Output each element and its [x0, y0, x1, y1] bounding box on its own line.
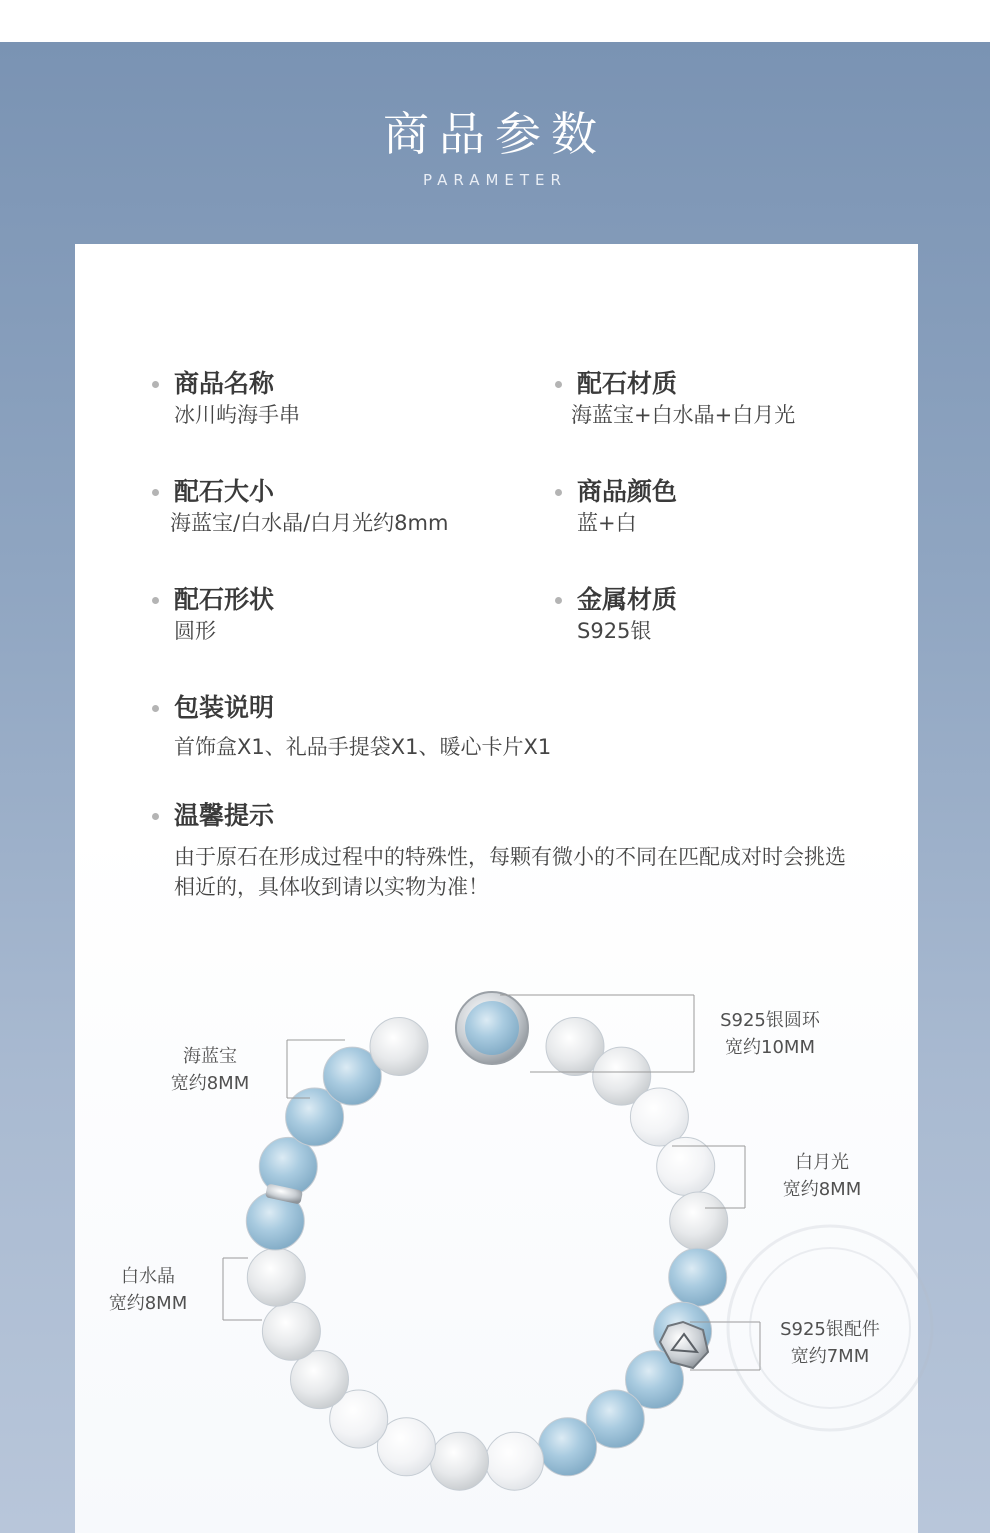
annotation-name: 白月光: [795, 1152, 849, 1173]
annotation-size: 宽约8MM: [108, 1293, 188, 1314]
param-value: 海蓝宝+白水晶+白月光: [571, 403, 796, 427]
param-value: 冰川屿海手串: [174, 403, 300, 427]
bead-group: [246, 1018, 727, 1491]
annotation-name: 海蓝宝: [183, 1046, 237, 1067]
param-value: 海蓝宝/白水晶/白月光约8mm: [170, 511, 449, 535]
annotation-size: 宽约8MM: [170, 1073, 250, 1094]
section-subtitle: PARAMETER: [423, 171, 567, 189]
crystal-bead: [670, 1192, 728, 1250]
annotation-silver-accessory: [770, 1316, 890, 1370]
annotation-crystal: [100, 1263, 196, 1317]
param-label: 配石大小: [174, 477, 275, 506]
param-label: 配石材质: [577, 369, 678, 398]
annotation-size: 宽约10MM: [725, 1037, 815, 1058]
annotation-name: S925银配件: [780, 1319, 880, 1340]
silver-ring-charm: [456, 992, 528, 1064]
param-label: 包装说明: [174, 693, 275, 722]
param-label: 商品名称: [174, 369, 275, 398]
crystal-bead: [431, 1432, 489, 1490]
param-value: 蓝+白: [577, 511, 637, 535]
annotation-silver-ring: [710, 1007, 830, 1061]
annotation-moonstone: [772, 1149, 872, 1203]
param-value: S925银: [577, 619, 652, 643]
crystal-bead: [262, 1302, 320, 1360]
annotation-name: 白水晶: [121, 1266, 175, 1287]
aquamarine-bead: [539, 1418, 597, 1476]
param-value: 圆形: [174, 619, 216, 643]
annotation-size: 宽约7MM: [790, 1346, 870, 1367]
annotation-aquamarine: [160, 1043, 260, 1097]
param-label: 金属材质: [577, 585, 678, 614]
crystal-bead: [247, 1248, 305, 1306]
param-value: 首饰盒X1、礼品手提袋X1、暖心卡片X1: [174, 735, 552, 759]
annotation-name: S925银圆环: [720, 1010, 820, 1031]
section-title: 商品参数: [383, 107, 607, 161]
param-value: 由于原石在形成过程中的特殊性，每颗有微小的不同在匹配成对时会挑选相近的，具体收到请以实物为准！: [174, 845, 846, 899]
param-label: 温馨提示: [174, 801, 275, 830]
aquamarine-bead: [669, 1248, 727, 1306]
moonstone-bead: [630, 1088, 688, 1146]
param-label: 配石形状: [174, 585, 275, 614]
crystal-bead: [370, 1018, 428, 1076]
moonstone-bead: [486, 1432, 544, 1490]
param-label: 商品颜色: [577, 477, 678, 506]
annotation-size: 宽约8MM: [782, 1179, 862, 1200]
